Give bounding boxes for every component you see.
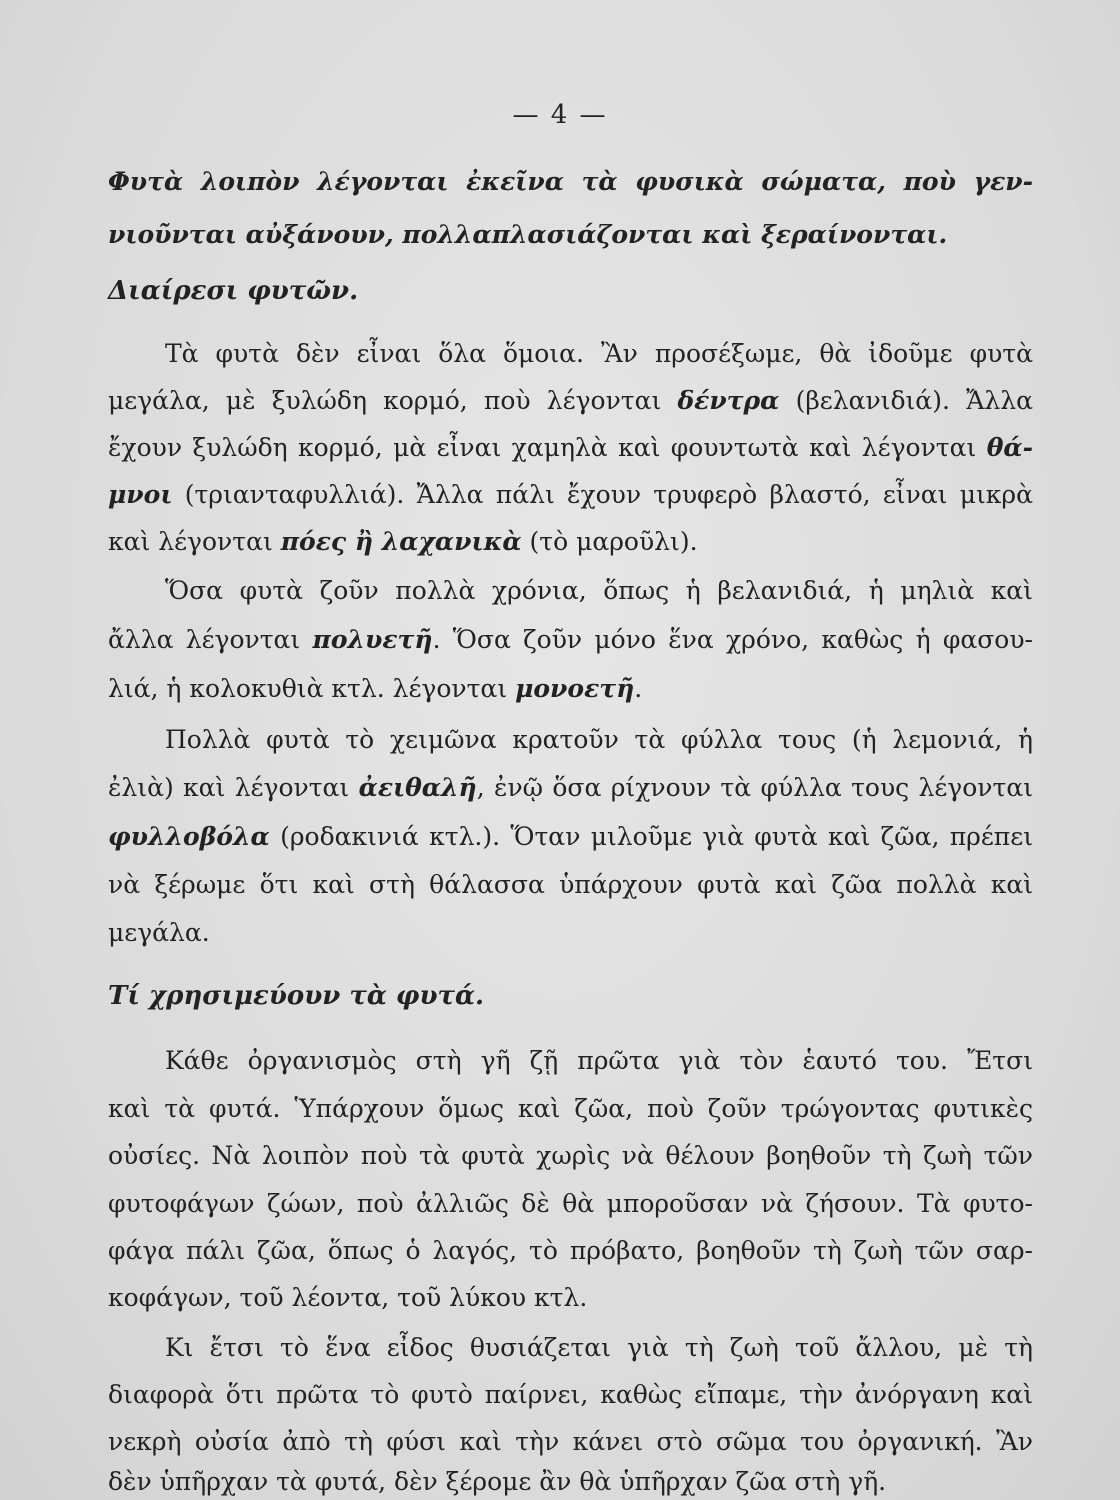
paragraph-line: ἔχουν ξυλώδη κορμό, μὰ εἶναι χαμηλὰ καὶ φουντωτὰ καὶ λέγονται θά- <box>108 433 1033 462</box>
paragraph-line: Ὅσα φυτὰ ζοῦν πολλὰ χρόνια, ὅπως ἡ βελανιδιά, ἡ μηλιὰ καὶ <box>165 576 1033 605</box>
paragraph-line: οὐσίες. Νὰ λοιπὸν ποὺ τὰ φυτὰ χωρὶς νὰ θέλουν βοηθοῦν τὴ ζωὴ τῶν <box>108 1141 1033 1170</box>
paragraph-line: Κάθε ὀργανισμὸς στὴ γῆ ζῇ πρῶτα γιὰ τὸν ἑαυτό του. Ἔτσι <box>165 1046 1033 1075</box>
paragraph-line: καὶ τὰ φυτά. Ὑπάρχουν ὅμως καὶ ζῶα, ποὺ ζοῦν τρώγοντας φυτικὲς <box>108 1094 1033 1123</box>
paragraph-line: ἄλλα λέγονται πολυετῆ. Ὅσα ζοῦν μόνο ἕνα χρόνο, καθὼς ἡ φασου- <box>108 625 1033 654</box>
paragraph-line: φυλλοβόλα (ροδακινιά κτλ.). Ὅταν μιλοῦμε γιὰ φυτὰ καὶ ζῶα, πρέπει <box>108 822 1033 851</box>
paragraph-line: νὰ ξέρωμε ὅτι καὶ στὴ θάλασσα ὑπάρχουν φυτὰ καὶ ζῶα πολλὰ καὶ <box>108 870 1033 899</box>
paragraph-line: νεκρὴ οὐσία ἀπὸ τὴ φύσι καὶ τὴν κάνει στὸ σῶμα του ὀργανική. Ἂν <box>108 1427 1033 1456</box>
paragraph-line: μεγάλα. <box>108 918 210 947</box>
section-heading-classification: Διαίρεσι φυτῶν. <box>108 276 359 306</box>
paragraph-line: Πολλὰ φυτὰ τὸ χειμῶνα κρατοῦν τὰ φύλλα τους (ἡ λεμονιά, ἡ <box>165 725 1033 754</box>
page-number: — 4 — <box>512 100 608 130</box>
paragraph-line: διαφορὰ ὅτι πρῶτα τὸ φυτὸ παίρνει, καθὼς εἴπαμε, τὴν ἀνόργανη καὶ <box>108 1380 1033 1409</box>
paragraph-line: δὲν ὑπῆρχαν τὰ φυτά, δὲν ξέρομε ἂν θὰ ὑπῆρχαν ζῶα στὴ γῆ. <box>108 1467 887 1496</box>
paragraph-line: Κι ἔτσι τὸ ἕνα εἶδος θυσιάζεται γιὰ τὴ ζωὴ τοῦ ἄλλου, μὲ τὴ <box>165 1333 1033 1362</box>
paragraph-line: φάγα πάλι ζῶα, ὅπως ὁ λαγός, τὸ πρόβατο, βοηθοῦν τὴ ζωὴ τῶν σαρ- <box>108 1236 1033 1265</box>
paragraph-line: ἐλιὰ) καὶ λέγονται ἀειθαλῆ, ἐνῷ ὅσα ρίχνουν τὰ φύλλα τους λέγονται <box>108 773 1034 802</box>
paragraph-line: λιά, ἡ κολοκυθιὰ κτλ. λέγονται μονοετῆ. <box>108 674 643 703</box>
paragraph-line: μνοι (τριανταφυλλιά). Ἄλλα πάλι ἔχουν τρυφερὸ βλαστό, εἶναι μικρὰ <box>108 480 1033 509</box>
intro-line-2: νιοῦνται αὐξάνουν, πολλαπλασιάζονται καὶ ξεραίνονται. <box>108 220 948 249</box>
paragraph-line: κοφάγων, τοῦ λέοντα, τοῦ λύκου κτλ. <box>108 1283 588 1312</box>
paragraph-line: Τὰ φυτὰ δὲν εἶναι ὅλα ὅμοια. Ἂν προσέξωμε, θὰ ἰδοῦμε φυτὰ <box>165 339 1033 368</box>
intro-line-1: Φυτὰ λοιπὸν λέγονται ἐκεῖνα τὰ φυσικὰ σώματα, ποὺ γεν- <box>108 167 1033 196</box>
paragraph-line: μεγάλα, μὲ ξυλώδη κορμό, ποὺ λέγονται δέντρα (βελανιδιά). Ἄλλα <box>108 386 1033 415</box>
paragraph-line: φυτοφάγων ζώων, ποὺ ἀλλιῶς δὲ θὰ μποροῦσαν νὰ ζήσουν. Τὰ φυτο- <box>108 1189 1033 1218</box>
section-heading-uses: Τί χρησιμεύουν τὰ φυτά. <box>108 981 485 1011</box>
paragraph-line: καὶ λέγονται πόες ἢ λαχανικὰ (τὸ μαροῦλι). <box>108 527 698 556</box>
